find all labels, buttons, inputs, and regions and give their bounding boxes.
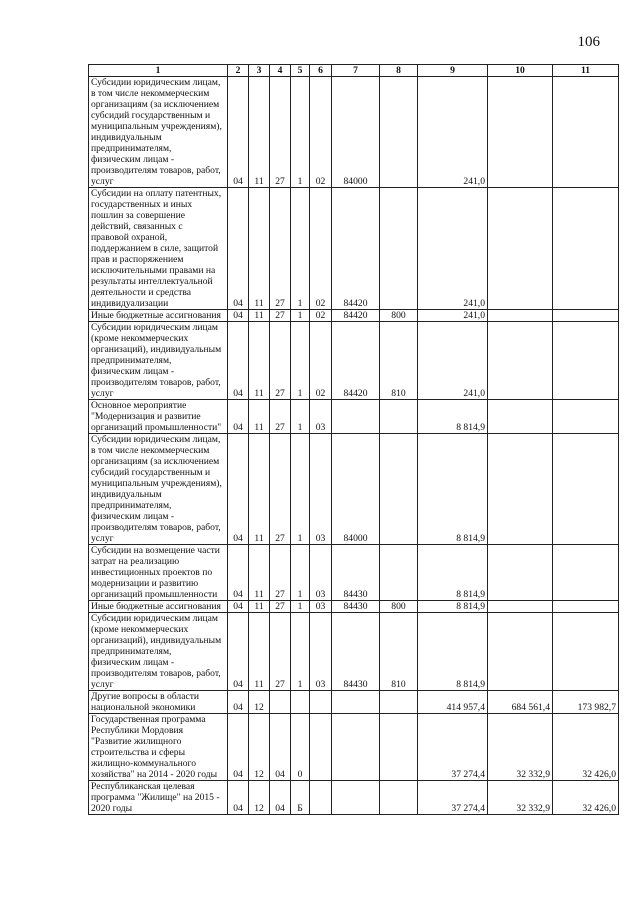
cell-direction: 84430 [332,545,380,601]
budget-table [88,64,619,815]
cell-subprogram: 1 [291,601,310,613]
cell-amount-col10 [488,77,553,188]
cell-subprogram: 1 [291,322,310,400]
row-description: Государственная программа Республики Мордовия "Развитие жилищного строительства и сферы жилищно-коммунального хозяйства" на 2014 - 2020 годы [89,714,228,781]
table-row [89,781,619,815]
cell-activity: 02 [310,188,332,310]
cell-subprogram: 1 [291,613,310,691]
table-row [89,601,619,613]
column-header: 6 [310,65,332,77]
cell-direction [332,691,380,714]
row-description: Субсидии юридическим лицам (кроме некоммерческих организаций), индивидуальным предпринимателям, физическим лицам - производителям товаров, работ, услуг [89,613,228,691]
row-description: Субсидии на возмещение части затрат на реализацию инвестиционных проектов по модернизации и развитию организаций промышленности [89,545,228,601]
cell-activity: 03 [310,434,332,545]
cell-expense-type [380,545,418,601]
table-row [89,310,619,322]
cell-section: 04 [228,601,249,613]
cell-expense-type [380,77,418,188]
cell-amount-col11 [553,322,619,400]
cell-activity [310,691,332,714]
cell-activity: 02 [310,322,332,400]
cell-program: 27 [270,434,291,545]
cell-subsection: 12 [249,714,270,781]
cell-amount-col11 [553,434,619,545]
cell-subsection: 12 [249,781,270,815]
cell-amount-col9: 241,0 [418,77,488,188]
cell-amount-col9: 414 957,4 [418,691,488,714]
cell-expense-type: 810 [380,322,418,400]
cell-section: 04 [228,714,249,781]
cell-amount-col11 [553,188,619,310]
cell-subprogram: 0 [291,714,310,781]
cell-program: 04 [270,781,291,815]
cell-direction: 84430 [332,601,380,613]
cell-activity: 03 [310,545,332,601]
table-row [89,613,619,691]
cell-amount-col9: 8 814,9 [418,601,488,613]
cell-amount-col10 [488,310,553,322]
cell-expense-type: 800 [380,310,418,322]
cell-amount-col11: 173 982,7 [553,691,619,714]
cell-subprogram: 1 [291,434,310,545]
cell-subsection: 12 [249,691,270,714]
cell-amount-col10 [488,601,553,613]
cell-expense-type [380,434,418,545]
cell-direction: 84420 [332,310,380,322]
cell-amount-col9: 8 814,9 [418,613,488,691]
cell-section: 04 [228,781,249,815]
cell-amount-col11 [553,310,619,322]
cell-direction: 84430 [332,613,380,691]
cell-subprogram: 1 [291,310,310,322]
cell-amount-col11 [553,601,619,613]
table-row [89,714,619,781]
cell-amount-col11: 32 426,0 [553,781,619,815]
cell-subsection: 11 [249,77,270,188]
cell-activity: 02 [310,77,332,188]
row-description: Субсидии на оплату патентных, государственных и иных пошлин за совершение действий, связанных с правовой охраной, поддержанием в силе, защитой прав и распоряжением исключительными правами на результаты интеллектуальной деятельности и средства индивидуализации [89,188,228,310]
cell-program: 27 [270,545,291,601]
table-row [89,545,619,601]
column-header: 11 [553,65,619,77]
cell-subsection: 11 [249,322,270,400]
row-description: Субсидии юридическим лицам, в том числе некоммерческим организациям (за исключением субсидий государственным и муниципальным учреждениям), индивидуальным предпринимателям, физическим лицам - производителям товаров, работ, услуг [89,434,228,545]
cell-expense-type: 800 [380,601,418,613]
column-header: 4 [270,65,291,77]
cell-section: 04 [228,188,249,310]
table-row [89,400,619,434]
cell-amount-col10 [488,434,553,545]
cell-amount-col10: 32 332,9 [488,781,553,815]
row-description: Субсидии юридическим лицам (кроме некоммерческих организаций), индивидуальным предпринимателям, физическим лицам - производителям товаров, работ, услуг [89,322,228,400]
cell-amount-col9: 241,0 [418,322,488,400]
column-header: 10 [488,65,553,77]
cell-subprogram: 1 [291,77,310,188]
cell-expense-type: 810 [380,613,418,691]
cell-amount-col10: 32 332,9 [488,714,553,781]
cell-direction: 84420 [332,322,380,400]
row-description: Иные бюджетные ассигнования [89,310,228,322]
cell-direction: 84000 [332,77,380,188]
cell-program: 27 [270,613,291,691]
cell-expense-type [380,781,418,815]
cell-amount-col9: 8 814,9 [418,545,488,601]
cell-activity: 03 [310,601,332,613]
cell-subsection: 11 [249,545,270,601]
cell-direction [332,714,380,781]
cell-expense-type [380,714,418,781]
cell-subsection: 11 [249,400,270,434]
cell-program: 27 [270,400,291,434]
cell-amount-col9: 8 814,9 [418,434,488,545]
cell-amount-col9: 241,0 [418,310,488,322]
cell-subprogram: Б [291,781,310,815]
cell-subsection: 11 [249,310,270,322]
cell-program: 27 [270,601,291,613]
page-number: 106 [577,34,600,50]
cell-program: 27 [270,77,291,188]
table-header-row [89,65,619,77]
column-header: 1 [89,65,228,77]
cell-section: 04 [228,545,249,601]
cell-amount-col9: 37 274,4 [418,714,488,781]
cell-direction [332,781,380,815]
cell-activity: 02 [310,310,332,322]
cell-direction [332,400,380,434]
cell-program: 27 [270,322,291,400]
cell-amount-col10 [488,188,553,310]
cell-amount-col10 [488,322,553,400]
cell-subprogram [291,691,310,714]
cell-amount-col11 [553,545,619,601]
cell-direction: 84420 [332,188,380,310]
table-row [89,77,619,188]
cell-section: 04 [228,434,249,545]
cell-subsection: 11 [249,434,270,545]
cell-expense-type [380,400,418,434]
cell-amount-col11 [553,400,619,434]
cell-subsection: 11 [249,188,270,310]
cell-section: 04 [228,691,249,714]
column-header: 3 [249,65,270,77]
cell-section: 04 [228,322,249,400]
cell-program [270,691,291,714]
cell-amount-col9: 241,0 [418,188,488,310]
cell-subprogram: 1 [291,188,310,310]
row-description: Основное мероприятие "Модернизация и развитие организаций промышленности" [89,400,228,434]
row-description: Республиканская целевая программа "Жилище" на 2015 - 2020 годы [89,781,228,815]
cell-activity [310,781,332,815]
column-header: 7 [332,65,380,77]
cell-activity: 03 [310,613,332,691]
cell-amount-col10: 684 561,4 [488,691,553,714]
cell-section: 04 [228,310,249,322]
cell-expense-type [380,188,418,310]
cell-program: 27 [270,310,291,322]
column-header: 5 [291,65,310,77]
cell-amount-col11 [553,613,619,691]
column-header: 8 [380,65,418,77]
cell-amount-col10 [488,545,553,601]
cell-direction: 84000 [332,434,380,545]
cell-program: 04 [270,714,291,781]
cell-activity: 03 [310,400,332,434]
cell-section: 04 [228,400,249,434]
table-row [89,434,619,545]
cell-section: 04 [228,613,249,691]
cell-activity [310,714,332,781]
cell-section: 04 [228,77,249,188]
column-header: 9 [418,65,488,77]
cell-amount-col9: 37 274,4 [418,781,488,815]
cell-subprogram: 1 [291,545,310,601]
row-description: Другие вопросы в области национальной экономики [89,691,228,714]
row-description: Иные бюджетные ассигнования [89,601,228,613]
cell-amount-col11 [553,77,619,188]
column-header: 2 [228,65,249,77]
cell-subprogram: 1 [291,400,310,434]
cell-subsection: 11 [249,601,270,613]
table-row [89,322,619,400]
cell-amount-col11: 32 426,0 [553,714,619,781]
table-row [89,691,619,714]
cell-program: 27 [270,188,291,310]
cell-expense-type [380,691,418,714]
cell-subsection: 11 [249,613,270,691]
cell-amount-col10 [488,400,553,434]
cell-amount-col9: 8 814,9 [418,400,488,434]
row-description: Субсидии юридическим лицам, в том числе некоммерческим организациям (за исключением субсидий государственным и муниципальным учреждениям), индивидуальным предпринимателям, физическим лицам - производителям товаров, работ, услуг [89,77,228,188]
cell-amount-col10 [488,613,553,691]
table-row [89,188,619,310]
